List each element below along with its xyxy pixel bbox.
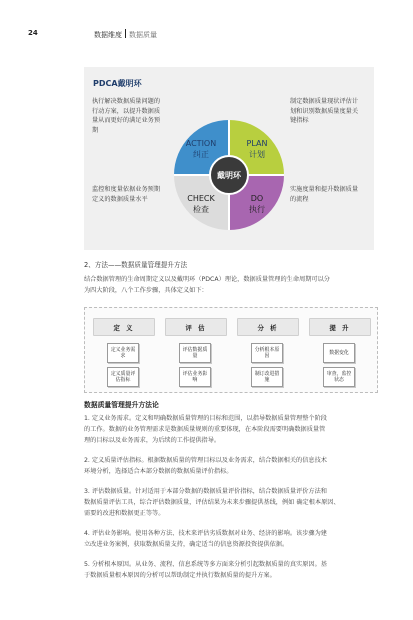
header-divider <box>125 29 126 38</box>
note-line: 划和识别数据质量度量关 <box>290 107 359 115</box>
note-top-left <box>92 97 160 135</box>
stage-analyze: 分 析 <box>237 318 299 336</box>
step-analyze-root-cause: 分析根本原因 <box>251 343 283 363</box>
pdca-wheel <box>84 67 374 250</box>
intro-line: 结合数据管理的生命周期定义以及戴明环（PDCA）理论，数据质量管理的生命周期可以分 <box>84 276 330 283</box>
item-line: 3. 评估数据质量。针对适用于本部分数据的数据质量评价指标，结合数据质量评价方法和 <box>84 488 327 495</box>
note-line: 的流程 <box>290 195 309 203</box>
section-title: 数据质量管理提升方法论 <box>84 401 159 409</box>
method-item-3 <box>84 486 376 519</box>
stage-assess: 评 估 <box>165 318 227 336</box>
note-bottom-right <box>290 185 358 204</box>
page-number: 24 <box>28 29 38 37</box>
item-line: 理的目标以及业务需求，为后续的工作提供指导。 <box>84 437 221 444</box>
header-title: 数据维度 <box>94 31 122 39</box>
item-line: 2. 定义质量评估指标。根据数据质量的管理目标以及业务需求，结合数据相关的信息技术 <box>84 457 327 464</box>
note-line: 制定数据质量现状评估计 <box>290 98 359 105</box>
figure-caption: 2、方法——数据质量管理提升方法 <box>84 261 188 269</box>
header-subtitle: 数据质量 <box>129 31 157 39</box>
item-line: 数据质量评估工具，综合评估数据质量，评估结果为未来步骤提供基线，例如 确定根本原因、 <box>84 499 340 506</box>
method-item-5 <box>84 559 376 581</box>
action-zh-label: 纠正 <box>193 150 209 159</box>
step-assess-data-quality: 评估数据质量 <box>179 343 211 363</box>
page-header <box>28 29 385 43</box>
note-line: 键指标 <box>290 117 309 125</box>
wheel-center-label: 戴明环 <box>217 171 241 180</box>
lifecycle-flow-diagram <box>84 307 378 393</box>
step-data-change: 数据变化 <box>323 343 355 363</box>
item-line: 于数据质量根本原因的分析可以帮助制定并执行数据质量的提升方案。 <box>84 572 276 579</box>
figure-title: PDCA戴明环 <box>93 79 142 88</box>
stage-improve: 提 升 <box>309 318 371 336</box>
do-en-label: DO <box>250 194 264 203</box>
note-line: 监控和度量依据业务预期 <box>92 186 161 193</box>
item-line: 环境分析，选择适合本部分数据的数据质量评价指标。 <box>84 468 233 475</box>
item-line: 需要的改进和数据更正等等。 <box>84 510 165 517</box>
intro-paragraph <box>84 274 376 296</box>
note-bottom-left <box>92 185 160 204</box>
item-line: 4. 评估业务影响。使用各种方法、技术来评估劣质数据对业务、经济的影响。该步骤为建 <box>84 530 327 537</box>
note-line: 量从而更好的满足业务预 <box>92 117 161 125</box>
step-define-business-needs: 定义业务需求 <box>107 343 139 363</box>
note-line: 行动方案，以提升数据质 <box>92 107 161 115</box>
check-en-label: CHECK <box>187 194 215 203</box>
item-line: 的工作。数据的业务管理需求是数据质量规则的重要体现，在本阶段需要明确数据质量管 <box>84 426 326 433</box>
method-item-2 <box>84 455 376 477</box>
step-develop-improvements: 制订改进措施 <box>251 367 283 387</box>
method-item-1 <box>84 413 376 446</box>
check-zh-label: 检查 <box>193 205 209 214</box>
note-top-right <box>290 97 358 126</box>
stage-define: 定 义 <box>93 318 155 336</box>
item-line: 5. 分析根本原因。从业务、流程、信息系统等多方面来分析引起数据质量的真实原因。基 <box>84 561 327 568</box>
note-line: 期 <box>92 126 99 134</box>
note-line: 执行解决数据质量问题的 <box>92 98 161 105</box>
pdca-figure <box>84 67 374 250</box>
plan-en-label: PLAN <box>246 139 268 148</box>
plan-zh-label: 计划 <box>249 150 265 159</box>
step-review-monitor: 审查，监控状态 <box>323 367 355 387</box>
step-define-quality-metrics: 定义质量评估指标 <box>107 367 139 387</box>
header-title-group <box>94 29 157 40</box>
note-line: 实施度量和提升数据质量 <box>290 186 359 193</box>
do-zh-label: 执行 <box>249 205 265 214</box>
method-item-4 <box>84 528 376 550</box>
action-en-label: ACTION <box>185 139 217 148</box>
intro-line: 为四大阶段，八个工作步骤，具体定义如下： <box>84 287 208 294</box>
item-line: 立改进业务案例，获取数据质量支持，确定适当的信息资源投资提供依据。 <box>84 541 289 548</box>
step-assess-business-impact: 评估业务影响 <box>179 367 211 387</box>
note-line: 定义的数据质量水平 <box>92 195 148 203</box>
item-line: 1. 定义业务需求。定义和明确数据质量管理的目标和范围，以指导数据质量管理整个阶段 <box>84 415 327 422</box>
